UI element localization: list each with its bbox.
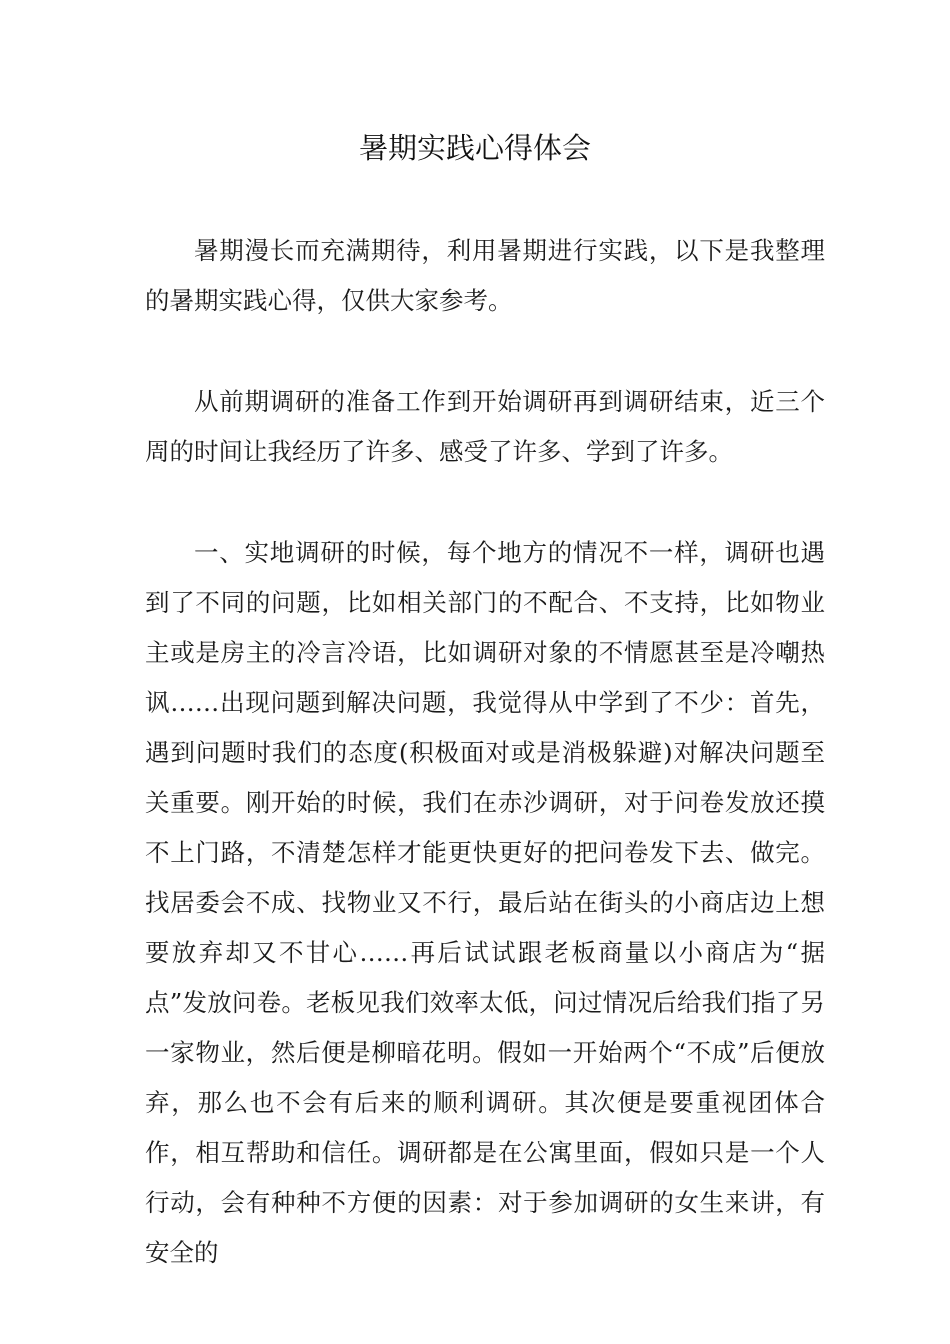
paragraph-intro: 暑期漫长而充满期待，利用暑期进行实践，以下是我整理的暑期实践心得，仅供大家参考。 — [145, 236, 825, 315]
document-title: 暑期实践心得体会 — [358, 131, 591, 165]
paragraph-overview: 从前期调研的准备工作到开始调研再到调研结束，近三个周的时间让我经历了许多、感受了许多、学到了许多。 — [145, 387, 825, 466]
paragraph-section-one: 一、实地调研的时候，每个地方的情况不一样，调研也遇到了不同的问题，比如相关部门的不配合、不支持，比如物业主或是房主的冷言冷语，比如调研对象的不情愿甚至是冷嘲热讽……出现问题到解决问题，我觉得从中学到了不少：首先，遇到问题时我们的态度(积极面对或是消极躲避)对解决问题至关重要。刚开始的时候，我们在赤沙调研，对于问卷发放还摸不上门路，不清楚怎样才能更快更好的把问卷发下去、做完。找居委会不成、找物业又不行，最后站在街头的小商店边上想要放弃却又不甘心……再后试试跟老板商量以小商店为“据点”发放问卷。老板见我们效率太低，问过情况后给我们指了另一家物业，然后便是柳暗花明。假如一开始两个“不成”后便放弃，那么也不会有后来的顺利调研。其次便是要重视团体合作，相互帮助和信任。调研都是在公寓里面，假如只是一个人行动，会有种种不方便的因素：对于参加调研的女生来讲，有安全的 — [145, 538, 825, 1267]
